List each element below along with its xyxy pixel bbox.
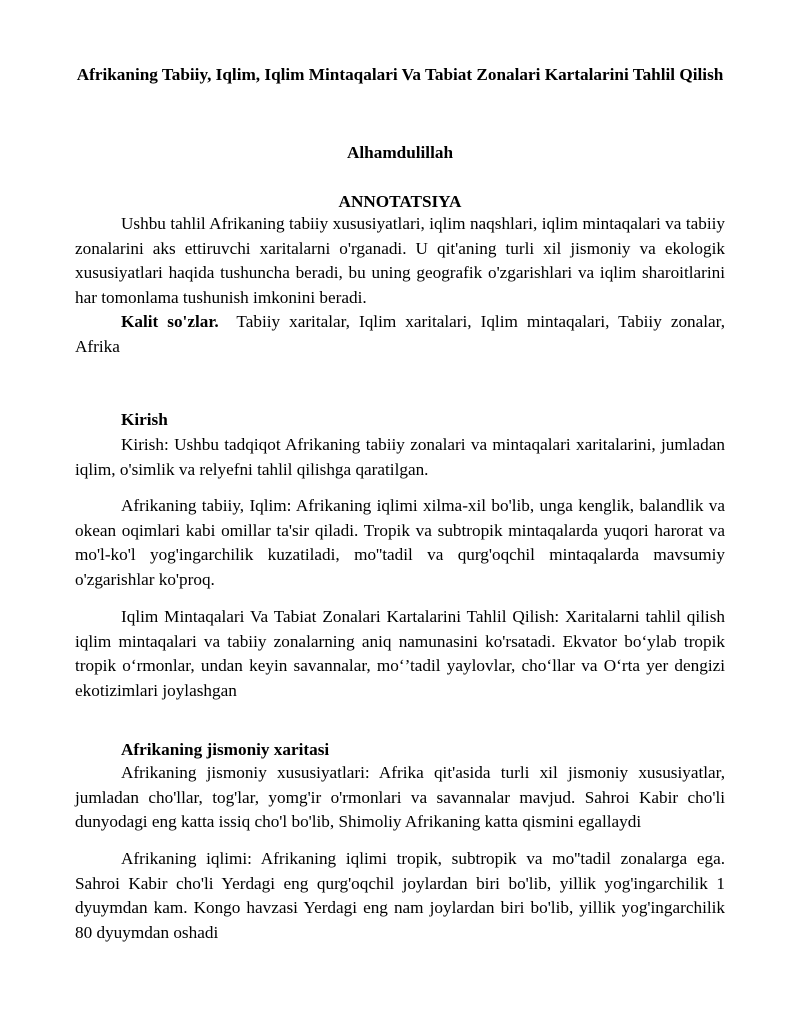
keywords-label: Kalit so'zlar. xyxy=(121,312,219,331)
climate-paragraph: Afrikaning tabiiy, Iqlim: Afrikaning iqlimi xilma-xil bo'lib, unga kenglik, balandlik va okean oqimlari kabi omillar ta'sir qiladi. Tropik va subtropik mintaqalarda yuqori harorat va mo'l-ko'l yog'ingarchilik kuzatiladi, mo''tadil va qurg'oqchil mintaqalarda mavsumiy o'zgarishlar ko'proq. xyxy=(75,496,725,589)
section-heading-kirish: Kirish xyxy=(121,410,168,429)
intro-paragraph: Kirish: Ushbu tadqiqot Afrikaning tabiiy zonalari va mintaqalari xaritalarini, jumladan iqlim, o'simlik va relyefni tahlil qilishga qaratilgan. xyxy=(75,435,725,479)
author-name: Alhamdulillah xyxy=(346,143,454,162)
map-analysis-paragraph: Iqlim Mintaqalari Va Tabiat Zonalari Kartalarini Tahlil Qilish: Xaritalarni tahlil qilish iqlim mintaqalari va tabiiy zonalarning aniq namunasini ko'rsatadi. Ekvator bo‘ylab tropik tropik o‘rmonlar, undan keyin savannalar, mo‘’tadil yaylovlar, cho‘llar va O‘rta yer dengizi ekotizimlari joylashgan xyxy=(75,607,725,700)
document-title: Afrikaning Tabiiy, Iqlim, Iqlim Mintaqalari Va Tabiat Zonalari Kartalarini Tahlil Qilish xyxy=(76,65,724,84)
annotation-paragraph: Ushbu tahlil Afrikaning tabiiy xususiyatlari, iqlim naqshlari, iqlim mintaqalari va tabiiy zonalarini aks ettiruvchi xaritalarni o'rganadi. U qit'aning turli xil jismoniy va ekologik xususiyatlari haqida tushuncha beradi, bu uning geografik o'zgarishlari va iqlim sharoitlarini har tomonlama tushunish imkonini beradi. xyxy=(75,214,725,307)
keywords-text: Tabiiy xaritalar, Iqlim xaritalari, Iqlim mintaqalari, Tabiiy zonalar, Afrika xyxy=(75,312,726,356)
annotation-heading: ANNOTATSIYA xyxy=(338,192,462,211)
physical-features-paragraph: Afrikaning jismoniy xususiyatlari: Afrika qit'asida turli xil jismoniy xususiyatlar, jumladan cho'llar, tog'lar, yomg'ir o'rmonlari va savannalar mavjud. Sahroi Kabir cho'li dunyodagi eng katta issiq cho'l bo'lib, Shimoliy Afrikaning katta qismini egallaydi xyxy=(75,763,725,831)
section-heading-physical-map: Afrikaning jismoniy xaritasi xyxy=(121,740,330,759)
africa-climate-paragraph: Afrikaning iqlimi: Afrikaning iqlimi tropik, subtropik va mo''tadil zonalarga ega. Sahroi Kabir cho'li Yerdagi eng qurg'oqchil joylardan biri bo'lib, yillik yog'ingarchilik 1 dyuymdan kam. Kongo havzasi Yerdagi eng nam joylardan biri bo'lib, yillik yog'ingarchilik 80 dyuymdan oshadi xyxy=(75,849,725,942)
keywords-paragraph xyxy=(75,310,725,359)
document-page xyxy=(75,62,726,942)
